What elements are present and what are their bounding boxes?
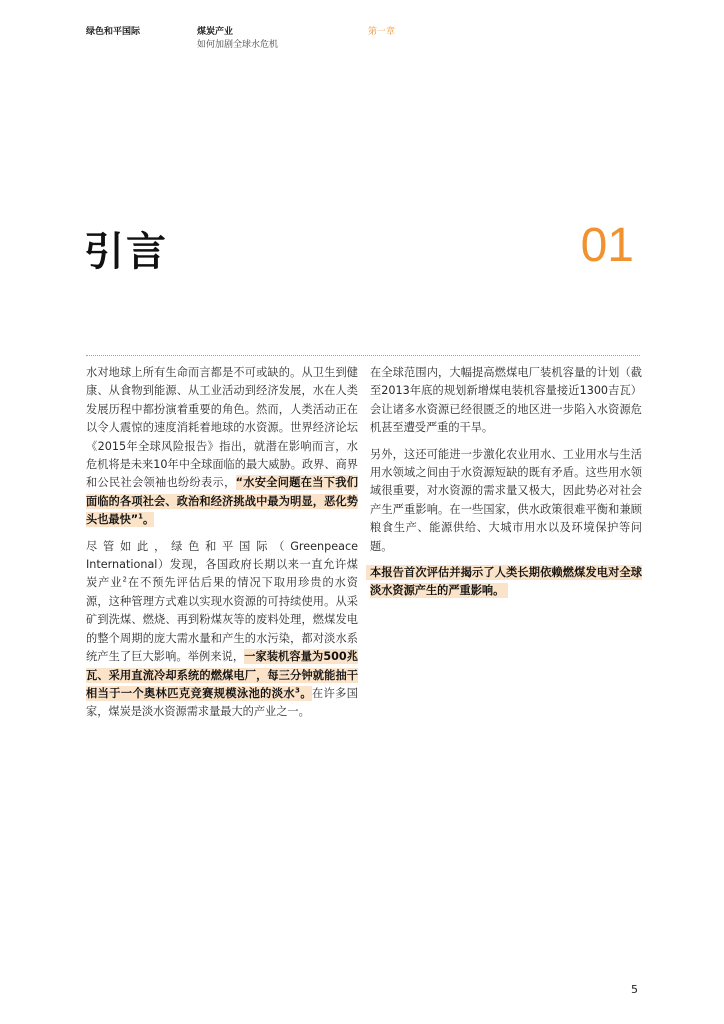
left-p2-highlight-end: 。 <box>299 686 312 700</box>
header-chapter: 第一章 <box>368 27 396 37</box>
right-paragraph-1: 在全球范围内，大幅提高燃煤电厂装机容量的计划（截至2013年底的规划新增煤电装机容量接近1300吉瓦）会让诸多水资源已经很匮乏的地区进一步陷入水资源危机甚至遭受严重的干旱。 <box>370 366 642 435</box>
header-section-subtitle: 如何加剧全球水危机 <box>197 40 279 50</box>
page-title: 引言 <box>84 229 168 275</box>
left-p2-text-a: 尽管如此，绿色和平国际（Greenpeace International）发现，各国政府长期以来一直允许煤炭产业 <box>86 539 358 590</box>
right-paragraph-2: 另外，这还可能进一步激化农业用水、工业用水与生活用水领域之间由于水资源短缺的既有矛盾。这些用水领域很重要，对水资源的需求量又极大，因此势必对社会产生严重影响。在一些国家，供水政策很难平衡和兼顾粮食生产、能源供给、大城市用水以及环境保护等问题。 <box>370 447 642 553</box>
left-p1-text: 水对地球上所有生命而言都是不可或缺的。从卫生到健康、从食物到能源、从工业活动到经济发展，水在人类发展历程中都扮演着重要的角色。然而，人类活动正在以令人震惊的速度消耗着地球的水资源。世界经济论坛《2015年全球风险报告》指出，就潜在影响而言，水危机将是未来10年中全球面临的最大威胁。政界、商界和公民社会领袖也纷纷表示， <box>86 366 358 490</box>
right-column <box>370 364 642 609</box>
left-paragraph-1 <box>86 364 358 530</box>
left-p2-text-b: 在不预先评估后果的情况下取用珍贵的水资源，这种管理方式难以实现水资源的可持续使用。从采矿到洗煤、燃烧、再到粉煤灰等的废料处理，燃煤发电的整个周期的庞大需水量和产生的水污染，都对淡水系统产生了巨大影响。举例来说， <box>86 576 358 664</box>
footnote-ref-1: 1 <box>138 512 143 521</box>
header-section <box>197 26 278 52</box>
right-paragraph-3 <box>370 564 642 601</box>
left-p2-text-c: 在许多国家，煤炭是淡水资源需求量最大的产业之一。 <box>86 686 358 719</box>
dotted-divider <box>86 355 640 356</box>
header-org: 绿色和平国际 <box>86 27 141 37</box>
right-p3-highlight: 本报告首次评估并揭示了人类长期依赖燃煤发电对全球淡水资源产生的严重影响。 <box>366 565 642 598</box>
left-p2-highlight-text: 一家装机容量为500兆瓦、采用直流冷却系统的燃煤电厂，每三分钟就能抽干相当于一个奥林匹克竞赛规模泳池的淡水 <box>86 650 358 700</box>
header-section-title: 煤炭产业 <box>197 27 234 37</box>
chapter-number: 01 <box>580 219 634 272</box>
footnote-ref-3: 3 <box>295 686 300 695</box>
left-p1-highlight-text: “水安全问题在当下我们面临的各项社会、政治和经济挑战中最为明显，恶化势头也最快” <box>86 476 358 527</box>
left-paragraph-2 <box>86 538 358 722</box>
page-number: 5 <box>631 983 638 996</box>
left-p1-end: 。 <box>142 513 155 527</box>
footnote-ref-2: 2 <box>122 575 127 584</box>
left-column <box>86 364 358 730</box>
